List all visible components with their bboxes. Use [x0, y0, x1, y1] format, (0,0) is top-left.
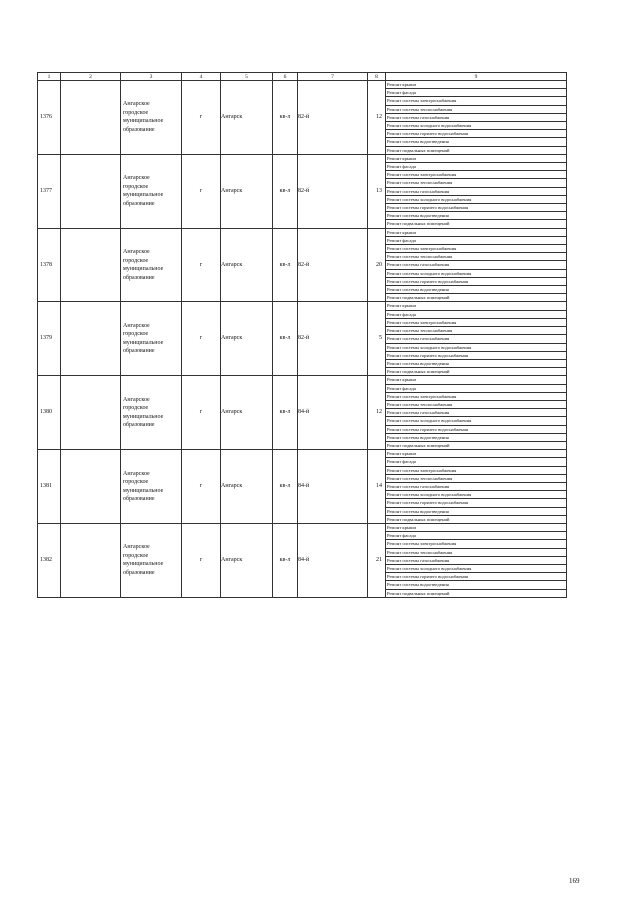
work-type-cell: Ремонт системы теплоснабжения: [386, 327, 567, 335]
table-body: [38, 81, 567, 598]
row-number: 1378: [38, 228, 61, 302]
column-2-cell: [61, 302, 121, 376]
house-number-cell: 12: [368, 81, 386, 155]
settlement-type-cell: г: [182, 228, 221, 302]
work-type-cell: Ремонт системы холодного водоснабжения: [386, 564, 567, 572]
block-cell: 84-й: [298, 450, 368, 524]
row-number: 1379: [38, 302, 61, 376]
work-type-cell: Ремонт системы горячего водоснабжения: [386, 130, 567, 138]
work-type-cell: Ремонт крыши: [386, 81, 567, 89]
work-type-cell: Ремонт системы холодного водоснабжения: [386, 343, 567, 351]
work-type-cell: Ремонт системы теплоснабжения: [386, 548, 567, 556]
house-number-cell: 21: [368, 523, 386, 597]
district-type-cell: кв-л: [273, 376, 298, 450]
work-type-cell: Ремонт фасада: [386, 458, 567, 466]
work-type-cell: Ремонт системы холодного водоснабжения: [386, 122, 567, 130]
row-number: 1380: [38, 376, 61, 450]
house-number-cell: 14: [368, 450, 386, 524]
district-type-cell: кв-л: [273, 154, 298, 228]
header-cell: 8: [368, 73, 386, 81]
work-type-cell: Ремонт системы электроснабжения: [386, 171, 567, 179]
header-cell: 5: [221, 73, 273, 81]
house-number-cell: 20: [368, 228, 386, 302]
table-row: [38, 154, 567, 162]
house-number-cell: 13: [368, 154, 386, 228]
table-row: [38, 81, 567, 89]
work-type-cell: Ремонт системы электроснабжения: [386, 540, 567, 548]
city-cell: Ангарск: [221, 154, 273, 228]
block-cell: 84-й: [298, 523, 368, 597]
block-cell: 82-й: [298, 302, 368, 376]
work-type-cell: Ремонт подвальных помещений: [386, 515, 567, 523]
district-type-cell: кв-л: [273, 302, 298, 376]
column-2-cell: [61, 81, 121, 155]
settlement-type-cell: г: [182, 154, 221, 228]
work-type-cell: Ремонт системы электроснабжения: [386, 466, 567, 474]
column-2-cell: [61, 450, 121, 524]
work-type-cell: Ремонт крыши: [386, 450, 567, 458]
block-cell: 82-й: [298, 81, 368, 155]
column-2-cell: [61, 376, 121, 450]
page-number: 169: [569, 877, 580, 885]
work-type-cell: Ремонт системы горячего водоснабжения: [386, 351, 567, 359]
city-cell: Ангарск: [221, 376, 273, 450]
house-number-cell: 12: [368, 376, 386, 450]
document-sheet: [37, 72, 566, 598]
work-type-cell: Ремонт системы водоотведения: [386, 212, 567, 220]
work-type-cell: Ремонт системы горячего водоснабжения: [386, 425, 567, 433]
work-type-cell: Ремонт системы водоотведения: [386, 581, 567, 589]
settlement-type-cell: г: [182, 376, 221, 450]
work-type-cell: Ремонт фасада: [386, 384, 567, 392]
city-cell: Ангарск: [221, 523, 273, 597]
work-type-cell: Ремонт системы газоснабжения: [386, 556, 567, 564]
municipality-cell: Ангарское городское муниципальное образование: [121, 376, 182, 450]
work-type-cell: Ремонт системы горячего водоснабжения: [386, 573, 567, 581]
work-type-cell: Ремонт системы теплоснабжения: [386, 179, 567, 187]
district-type-cell: кв-л: [273, 228, 298, 302]
work-type-cell: Ремонт крыши: [386, 154, 567, 162]
work-type-cell: Ремонт подвальных помещений: [386, 146, 567, 154]
work-type-cell: Ремонт системы теплоснабжения: [386, 474, 567, 482]
header-row: [38, 73, 567, 81]
municipality-cell: Ангарское городское муниципальное образование: [121, 302, 182, 376]
work-type-cell: Ремонт системы горячего водоснабжения: [386, 277, 567, 285]
municipality-cell: Ангарское городское муниципальное образование: [121, 154, 182, 228]
table-row: [38, 523, 567, 531]
column-2-cell: [61, 523, 121, 597]
header-cell: 7: [298, 73, 368, 81]
work-type-cell: Ремонт фасада: [386, 163, 567, 171]
work-type-cell: Ремонт системы холодного водоснабжения: [386, 491, 567, 499]
row-number: 1376: [38, 81, 61, 155]
work-type-cell: Ремонт подвальных помещений: [386, 589, 567, 597]
work-type-cell: Ремонт системы газоснабжения: [386, 335, 567, 343]
column-2-cell: [61, 154, 121, 228]
work-type-cell: Ремонт системы водоотведения: [386, 138, 567, 146]
work-type-cell: Ремонт крыши: [386, 302, 567, 310]
work-type-cell: Ремонт фасада: [386, 532, 567, 540]
header-cell: 6: [273, 73, 298, 81]
work-type-cell: Ремонт системы водоотведения: [386, 359, 567, 367]
work-type-cell: Ремонт системы холодного водоснабжения: [386, 269, 567, 277]
work-type-cell: Ремонт системы холодного водоснабжения: [386, 195, 567, 203]
district-type-cell: кв-л: [273, 523, 298, 597]
work-type-cell: Ремонт системы газоснабжения: [386, 261, 567, 269]
city-cell: Ангарск: [221, 228, 273, 302]
work-type-cell: Ремонт подвальных помещений: [386, 368, 567, 376]
block-cell: 84-й: [298, 376, 368, 450]
municipality-cell: Ангарское городское муниципальное образование: [121, 450, 182, 524]
block-cell: 82-й: [298, 228, 368, 302]
header-cell: 1: [38, 73, 61, 81]
settlement-type-cell: г: [182, 523, 221, 597]
work-type-cell: Ремонт системы водоотведения: [386, 286, 567, 294]
work-type-cell: Ремонт подвальных помещений: [386, 220, 567, 228]
work-type-cell: Ремонт системы электроснабжения: [386, 318, 567, 326]
work-type-cell: Ремонт системы газоснабжения: [386, 409, 567, 417]
settlement-type-cell: г: [182, 302, 221, 376]
work-type-cell: Ремонт подвальных помещений: [386, 294, 567, 302]
municipality-cell: Ангарское городское муниципальное образование: [121, 81, 182, 155]
table-row: [38, 376, 567, 384]
work-type-cell: Ремонт системы теплоснабжения: [386, 253, 567, 261]
column-2-cell: [61, 228, 121, 302]
city-cell: Ангарск: [221, 302, 273, 376]
row-number: 1381: [38, 450, 61, 524]
work-type-cell: Ремонт фасада: [386, 310, 567, 318]
table-row: [38, 450, 567, 458]
header-cell: 2: [61, 73, 121, 81]
work-type-cell: Ремонт системы горячего водоснабжения: [386, 204, 567, 212]
work-type-cell: Ремонт крыши: [386, 523, 567, 531]
header-cell: 9: [386, 73, 567, 81]
block-cell: 82-й: [298, 154, 368, 228]
work-type-cell: Ремонт фасада: [386, 236, 567, 244]
district-type-cell: кв-л: [273, 81, 298, 155]
work-type-cell: Ремонт системы горячего водоснабжения: [386, 499, 567, 507]
row-number: 1377: [38, 154, 61, 228]
work-type-cell: Ремонт системы электроснабжения: [386, 392, 567, 400]
work-type-cell: Ремонт системы холодного водоснабжения: [386, 417, 567, 425]
work-type-cell: Ремонт системы газоснабжения: [386, 113, 567, 121]
work-type-cell: Ремонт системы водоотведения: [386, 507, 567, 515]
city-cell: Ангарск: [221, 450, 273, 524]
work-type-cell: Ремонт системы электроснабжения: [386, 97, 567, 105]
work-type-cell: Ремонт системы теплоснабжения: [386, 400, 567, 408]
municipality-cell: Ангарское городское муниципальное образование: [121, 523, 182, 597]
work-type-cell: Ремонт системы водоотведения: [386, 433, 567, 441]
work-type-cell: Ремонт системы электроснабжения: [386, 245, 567, 253]
house-number-cell: 5: [368, 302, 386, 376]
district-type-cell: кв-л: [273, 450, 298, 524]
table-row: [38, 228, 567, 236]
work-type-cell: Ремонт крыши: [386, 228, 567, 236]
work-type-cell: Ремонт системы газоснабжения: [386, 187, 567, 195]
table-row: [38, 302, 567, 310]
municipality-cell: Ангарское городское муниципальное образование: [121, 228, 182, 302]
header-cell: 4: [182, 73, 221, 81]
header-cell: 3: [121, 73, 182, 81]
settlement-type-cell: г: [182, 450, 221, 524]
work-type-cell: Ремонт крыши: [386, 376, 567, 384]
repair-table: [37, 72, 567, 598]
work-type-cell: Ремонт подвальных помещений: [386, 441, 567, 449]
city-cell: Ангарск: [221, 81, 273, 155]
row-number: 1382: [38, 523, 61, 597]
settlement-type-cell: г: [182, 81, 221, 155]
work-type-cell: Ремонт системы газоснабжения: [386, 482, 567, 490]
work-type-cell: Ремонт системы теплоснабжения: [386, 105, 567, 113]
work-type-cell: Ремонт фасада: [386, 89, 567, 97]
